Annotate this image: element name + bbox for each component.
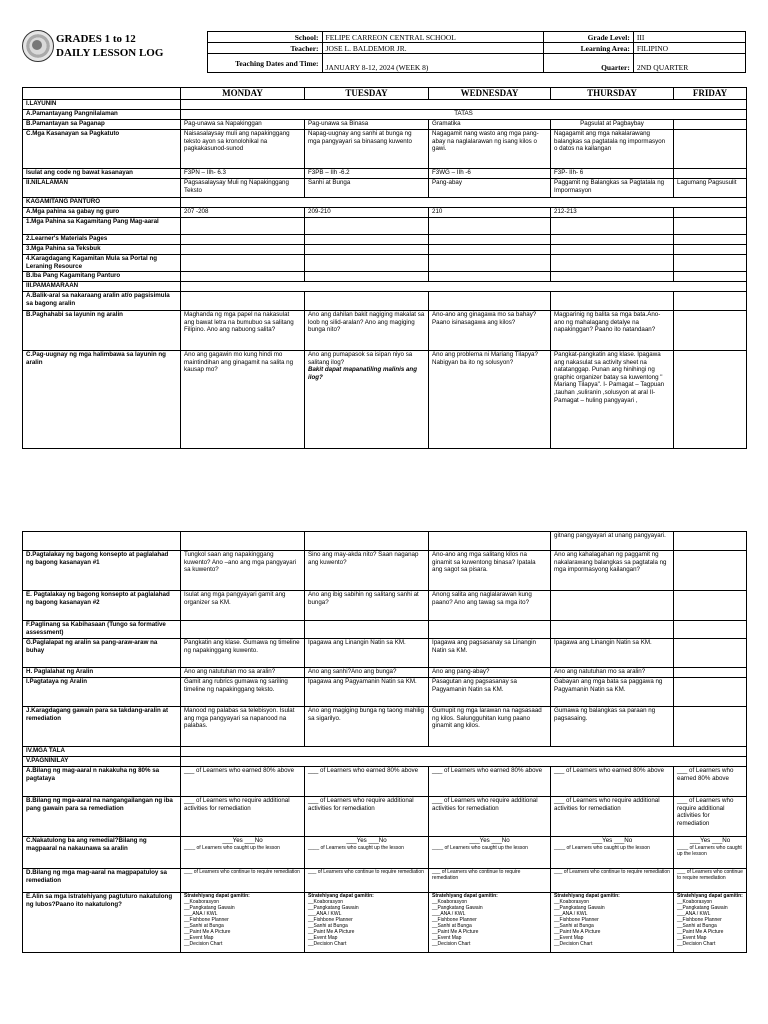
list-item: __Koaborasyon (432, 899, 468, 905)
cell (674, 272, 747, 282)
cell (674, 678, 747, 707)
cell (429, 621, 551, 639)
cell: Ano ang gagawin mo kung hindi mo maintindihan ang ginagamit na salita ng kausap mo? (181, 351, 305, 449)
strategy-cell (551, 893, 674, 953)
list-item: __Sanhi at Bunga (432, 923, 472, 929)
row-label: C.Nakatulong ba ang remedial?Bilang ng magpaaral na nakaunawa sa aralin (23, 837, 181, 869)
list-item: __Paint Me A Picture (308, 929, 355, 935)
cell: Ano ang sanhi?Ano ang bunga? (305, 668, 429, 678)
cell (181, 757, 747, 767)
document-header (22, 30, 746, 72)
cell (181, 532, 305, 551)
strategy-title: Stratehiyang dapat gamitin: (432, 893, 498, 899)
cell: Ipagawa ang Linangin Natin sa KM. (305, 639, 429, 668)
cell: F3PN – IIh- 6.3 (181, 169, 305, 179)
table-row (23, 757, 747, 767)
cell: Magparinig ng balita sa mga bata.Ano-ano ng mahalagang detalye na napakinggan? Paano ito natandaan? (551, 311, 674, 351)
cell: F3PB – IIh -6.2 (305, 169, 429, 179)
cell: Paggamit ng Balangkas sa Pagtatala ng Impormasyon (551, 179, 674, 198)
cell: Manood ng palabas sa telebisyon. Isulat ang mga pangyayari sa napanood na palabas. (181, 707, 305, 747)
cell (429, 218, 551, 235)
list-item: __Decision Chart (432, 941, 471, 947)
row-label: A.Bilang ng mag-aaral n nakakuha ng 80% sa pagtataya (23, 767, 181, 797)
cell (674, 292, 747, 311)
list-item: __Event Map (554, 935, 584, 941)
list-item: __Paint Me A Picture (554, 929, 601, 935)
cell (305, 532, 429, 551)
strategy-cell (674, 893, 747, 953)
table-row (23, 893, 747, 953)
list-item: __Paint Me A Picture (432, 929, 479, 935)
cell (429, 272, 551, 282)
table-row (23, 110, 747, 120)
cell (181, 837, 305, 869)
grade-label: Grade Level: (543, 32, 633, 43)
day-monday: MONDAY (181, 88, 305, 100)
cell: Ano ang pang-abay? (429, 668, 551, 678)
cell: Napag-uugnay ang sanhi at bunga ng mga pangyayari sa binasang kuwento (305, 130, 429, 169)
yes-no-text: ___Yes ___No (689, 837, 731, 844)
day-wednesday: WEDNESDAY (429, 88, 551, 100)
table-row (23, 130, 747, 169)
cell (674, 591, 747, 621)
strategy-title: Stratehiyang dapat gamitin: (308, 893, 374, 899)
list-item: ___ANA / KWL (308, 911, 342, 917)
cell: Gumawa ng balangkas sa paraan ng pagsasaing. (551, 707, 674, 747)
table-row (23, 218, 747, 235)
cell (23, 532, 181, 551)
caught-up-text: ____ of Learners who caught up the lesson (432, 844, 528, 851)
cell: ___ of Learners who earned 80% above (181, 767, 305, 797)
area-value: FILIPINO (633, 43, 745, 54)
cell (305, 621, 429, 639)
cell (429, 255, 551, 272)
cell: ___ of Learners who continue to require remediation (181, 869, 305, 893)
cell-text-bold: Bakit dapat mapanatiling malinis ang ilog? (308, 366, 417, 381)
list-item: __Decision Chart (554, 941, 593, 947)
cell (674, 668, 747, 678)
cell (551, 245, 674, 255)
table-row (23, 245, 747, 255)
row-label: B.Iba Pang Kagamitang Panturo (23, 272, 181, 282)
cell: Ano-ano ang mga salitang kilos na ginamit sa kuwentong binasa? Ipatala ang sagot sa pisara. (429, 551, 551, 591)
caught-up-text: ____ of Learners who caught up the lesson (554, 844, 650, 851)
cell: Ano ang kahalagahan ng paggamit ng nakalarawang balangkas sa pagtatala ng mga impormasyong kailangan? (551, 551, 674, 591)
row-label: I.LAYUNIN (23, 100, 181, 110)
table-row (23, 208, 747, 218)
day-friday: FRIDAY (674, 88, 747, 100)
caught-up-text: ____ of Learners who caught up the lesson (308, 844, 404, 851)
row-label: 4.Karagdagang Kagamitan Mula sa Portal ng Leraning Resource (23, 255, 181, 272)
row-label: II.NILALAMAN (23, 179, 181, 198)
table-row (23, 235, 747, 245)
table-row (23, 292, 747, 311)
cell: F3P- IIh- 6 (551, 169, 674, 179)
cell: Pag-unawa sa Binasa (305, 120, 429, 130)
cell (674, 551, 747, 591)
lesson-log-table-page1 (22, 87, 747, 449)
row-label: I.Pagtataya ng Aralin (23, 678, 181, 707)
table-row (23, 869, 747, 893)
cell (674, 351, 747, 449)
row-label: KAGAMITANG PANTURO (23, 198, 181, 208)
cell: F3WG – IIh -6 (429, 169, 551, 179)
row-label: A.Balik-aral sa nakaraang aralin at/o pagsisimula sa bagong aralin (23, 292, 181, 311)
cell (674, 245, 747, 255)
cell: Ano ang natutuhan mo sa aralin? (551, 668, 674, 678)
cell: Pagsulat at Pagbaybay (551, 120, 674, 130)
cell: ___ of Learners who continue to require remediation (551, 869, 674, 893)
table-row (23, 707, 747, 747)
list-item: ___ANA / KWL (432, 911, 466, 917)
document-title (56, 32, 163, 60)
cell (674, 311, 747, 351)
list-item: __Pangkatang Gawain (554, 905, 605, 911)
cell (674, 218, 747, 235)
list-item: __Event Map (432, 935, 462, 941)
yes-no-text: ___Yes ___No (222, 837, 263, 844)
cell: Ano ang magiging bunga ng taong mahilig sa sigarilyo. (305, 707, 429, 747)
day-header-row (23, 88, 747, 100)
cell: Gumupit ng mga larawan na nagsasaad ng kilos. Salungguhitan kung paano ginamit ang kilos. (429, 707, 551, 747)
list-item: __Decision Chart (184, 941, 223, 947)
cell: Pangkatin ang klase. Gumawa ng timeline ng napakinggang kuwento. (181, 639, 305, 668)
strategy-cell (181, 893, 305, 953)
list-item: __Paint Me A Picture (184, 929, 231, 935)
cell (551, 235, 674, 245)
row-label: D.Bilang ng mga mag-aaral na magpapatuloy sa remediation (23, 869, 181, 893)
cell: 212-213 (551, 208, 674, 218)
deped-seal-icon (22, 30, 54, 62)
cell (181, 255, 305, 272)
cell: ___ of Learners who earned 80% above (429, 767, 551, 797)
cell (674, 235, 747, 245)
cell (551, 218, 674, 235)
row-label: F.Paglinang sa Kabihasaan (Tungo sa formative assessment) (23, 621, 181, 639)
table-row (23, 767, 747, 797)
list-item: ___ANA / KWL (677, 911, 711, 917)
list-item: __Koaborasyon (184, 899, 220, 905)
cell (674, 120, 747, 130)
cell (674, 208, 747, 218)
tatas-cell: TATAS (181, 110, 747, 120)
cell (429, 245, 551, 255)
cell (181, 272, 305, 282)
table-row (23, 179, 747, 198)
cell (181, 282, 747, 292)
cell (551, 837, 674, 869)
row-label: E.Alin sa mga istratehiyang pagtuturo nakatulong ng lubos?Paano ito nakatulong? (23, 893, 181, 953)
cell: Gabayan ang mga bata sa paggawa ng Pagyamanin Natin sa KM. (551, 678, 674, 707)
list-item: __Sanhi at Bunga (554, 923, 594, 929)
row-label: C.Pag-uugnay ng mga halimbawa sa layunin ng aralin (23, 351, 181, 449)
list-item: __Koaborasyon (554, 899, 590, 905)
cell (674, 532, 747, 551)
cell (674, 169, 747, 179)
cell (305, 235, 429, 245)
cell: 207 -208 (181, 208, 305, 218)
strategy-title: Stratehiyang dapat gamitin: (554, 893, 620, 899)
row-label: A.Pamantayang Pangnilalaman (23, 110, 181, 120)
list-item: __Event Map (184, 935, 214, 941)
teacher-value: JOSE L. BALDEMOR JR. (322, 43, 543, 54)
cell (429, 532, 551, 551)
yes-no-text: ___Yes ___No (469, 837, 510, 844)
cell: Ano ang natutuhan mo sa aralin? (181, 668, 305, 678)
list-item: __Pangkatang Gawain (308, 905, 359, 911)
school-label: School: (208, 32, 323, 43)
list-item: __Fishbone Planner (184, 917, 229, 923)
cell: Sino ang may-akda nito? Saan naganap ang kuwento? (305, 551, 429, 591)
row-label: 3.Mga Pahina sa Teksbuk (23, 245, 181, 255)
cell (181, 218, 305, 235)
cell (429, 235, 551, 245)
cell: ___ of Learners who earned 80% above (551, 767, 674, 797)
cell (181, 100, 747, 110)
list-item: __Event Map (308, 935, 338, 941)
cell (305, 837, 429, 869)
cell: 210 (429, 208, 551, 218)
list-item: ___ANA / KWL (554, 911, 588, 917)
table-row (23, 837, 747, 869)
list-item: __Decision Chart (308, 941, 347, 947)
cell: ___ of Learners who continue to require remediation (674, 869, 747, 893)
cell (305, 255, 429, 272)
title-line2: DAILY LESSON LOG (56, 47, 164, 59)
row-label: D.Pagtalakay ng bagong konsepto at paglalahad ng bagong kasanayan #1 (23, 551, 181, 591)
cell (181, 198, 747, 208)
list-item: __Paint Me A Picture (677, 929, 724, 935)
cell: Pagsasalaysay Muli ng Napakinggang Teksto (181, 179, 305, 198)
row-label: IV.MGA TALA (23, 747, 181, 757)
cell: Ipagawa ang Pagyamanin Natin sa KM. (305, 678, 429, 707)
list-item: __Pangkatang Gawain (184, 905, 235, 911)
cell: Pang-abay (429, 179, 551, 198)
cell: ___ of Learners who require additional activities for remediation (429, 797, 551, 837)
row-label: B.Paghahabi sa layunin ng aralin (23, 311, 181, 351)
cell: Anong salita ang naglalarawan kung paano? Ano ang tawag sa mga ito? (429, 591, 551, 621)
table-row (23, 169, 747, 179)
cell: Ano-ano ang ginagawa mo sa bahay? Paano isinasagawa ang kilos? (429, 311, 551, 351)
row-label: B.Pamantayan sa Paganap (23, 120, 181, 130)
strategy-cell (429, 893, 551, 953)
cell (674, 639, 747, 668)
cell: ___ of Learners who require additional activities for remediation (551, 797, 674, 837)
title-line1: GRADES 1 to 12 (56, 33, 136, 45)
table-row (23, 311, 747, 351)
table-row (23, 678, 747, 707)
cell: Ipagawa ang pagsasanay sa Linangin Natin sa KM. (429, 639, 551, 668)
list-item: __Sanhi at Bunga (308, 923, 348, 929)
teacher-label: Teacher: (208, 43, 323, 54)
list-item: __Sanhi at Bunga (184, 923, 224, 929)
cell (181, 292, 305, 311)
row-label: A.Mga pahina sa gabay ng guro (23, 208, 181, 218)
cell (181, 235, 305, 245)
cell (181, 747, 747, 757)
cell: ___ of Learners who continue to require remediation (305, 869, 429, 893)
row-label: 2.Learner's Materials Pages (23, 235, 181, 245)
cell: 209-210 (305, 208, 429, 218)
cell (674, 707, 747, 747)
cell (551, 255, 674, 272)
row-label: E. Pagtalakay ng bagong konsepto at paglalahad ng bagong kasanayan #2 (23, 591, 181, 621)
table-row (23, 120, 747, 130)
list-item: __Fishbone Planner (554, 917, 599, 923)
cell: Pangkat-pangkatin ang klase. Ipagawa ang nakasulat sa activity sheet na natatanggap. Punan ang hinihingi ng graphic organizer batay sa kuwentong " Mariang Tilapya". I- Pamagat – Tagpuan ,tauhan ,suliranin ,solusyon at aral II- Pamagat – huling pangyayari , (551, 351, 674, 449)
list-item: __Koaborasyon (677, 899, 713, 905)
row-label: 1.Mga Pahina sa Kagamitang Pang Mag-aaral (23, 218, 181, 235)
cell (551, 292, 674, 311)
quarter-value: 2ND QUARTER (633, 54, 745, 73)
cell (674, 621, 747, 639)
cell (305, 292, 429, 311)
dates-value: JANUARY 8-12, 2024 (WEEK 8) (322, 54, 543, 73)
list-item: ___ANA / KWL (184, 911, 218, 917)
row-label: C.Mga Kasanayan sa Pagkatuto (23, 130, 181, 169)
table-row (23, 198, 747, 208)
strategy-cell (305, 893, 429, 953)
cell: Isulat ang mga pangyayari gamit ang organizer sa KM. (181, 591, 305, 621)
cell: Pag-unawa sa Napakinggan (181, 120, 305, 130)
cell: Pasagutan ang pagsasanay sa Pagyamanin Natin sa KM. (429, 678, 551, 707)
cell: ___ of Learners who earned 80% above (674, 767, 747, 797)
cell: ___ of Learners who continue to require remediation (429, 869, 551, 893)
row-label: III.PAMAMARAAN (23, 282, 181, 292)
table-row (23, 272, 747, 282)
cell: Nagagamit ang mga nakalarawang balangkas sa pagtatala ng impormasyon o datos na kailangan (551, 130, 674, 169)
cell (429, 292, 551, 311)
list-item: __Pangkatang Gawain (432, 905, 483, 911)
cell: Lagumang Pagsusulit (674, 179, 747, 198)
info-table (207, 31, 746, 73)
list-item: __Fishbone Planner (432, 917, 477, 923)
yes-no-text: ___Yes ___No (346, 837, 387, 844)
school-value: FELIPE CARREON CENTRAL SCHOOL (322, 32, 543, 43)
cell: ___ of Learners who earned 80% above (305, 767, 429, 797)
list-item: __Sanhi at Bunga (677, 923, 717, 929)
row-label: G.Paglalapat ng aralin sa pang-araw-araw na buhay (23, 639, 181, 668)
cell (674, 130, 747, 169)
cell (305, 351, 429, 449)
cell (429, 837, 551, 869)
table-row (23, 591, 747, 621)
table-row (23, 255, 747, 272)
cell: Nagagamit nang wasto ang mga pang-abay na naglalarawan ng isang kilos o gawi. (429, 130, 551, 169)
lesson-log-table-page2 (22, 531, 747, 953)
table-row (23, 282, 747, 292)
dates-label: Teaching Dates and Time: (208, 54, 323, 73)
cell: Ano ang dahilan bakit nagiging makalat sa loob ng silid-aralan? Ano ang magiging bunga nito? (305, 311, 429, 351)
area-label: Learning Area: (543, 43, 633, 54)
table-row (23, 551, 747, 591)
cell: Ano ang problema ni Mariang Tilapya?Nabigyan ba ito ng solusyon? (429, 351, 551, 449)
list-item: __Decision Chart (677, 941, 716, 947)
day-tuesday: TUESDAY (305, 88, 429, 100)
cell: Ipagawa ang Linangin Natin sa KM. (551, 639, 674, 668)
row-label: J.Karagdagang gawain para sa takdang-aralin at remediation (23, 707, 181, 747)
table-row (23, 100, 747, 110)
cell (305, 272, 429, 282)
cell: ___ of Learners who require additional activities for remediation (305, 797, 429, 837)
row-label: V.PAGNINILAY (23, 757, 181, 767)
list-item: __Fishbone Planner (677, 917, 722, 923)
cell (674, 837, 747, 869)
cell: Ano ang ibig sabihin ng salitang sanhi at bunga? (305, 591, 429, 621)
caught-up-text: ____ of Learners who caught up the lesson (184, 844, 280, 851)
cell (674, 255, 747, 272)
quarter-label: Quarter: (543, 54, 633, 73)
list-item: __Pangkatang Gawain (677, 905, 728, 911)
row-label: Isulat ang code ng bawat kasanayan (23, 169, 181, 179)
cell: Tungkol saan ang napakinggang kuwento? Ano –ano ang mga pangyayari sa kuwento? (181, 551, 305, 591)
row-label: B.Bilang ng mga-aaral na nangangailangan ng iba pang gawain para sa remediation (23, 797, 181, 837)
table-row (23, 747, 747, 757)
cell (551, 272, 674, 282)
cell (305, 218, 429, 235)
cell (551, 591, 674, 621)
strategy-title: Stratehiyang dapat gamitin: (677, 893, 743, 899)
strategy-title: Stratehiyang dapat gamitin: (184, 893, 250, 899)
table-row (23, 532, 747, 551)
caught-up-text: ____ of Learners who caught up the lesson (677, 844, 742, 857)
cell: Maghanda ng mga papel na nakasulat ang bawat letra na bumubuo sa salitang Filipino. Ano ang nabuong salita? (181, 311, 305, 351)
yes-no-text: ___Yes ___No (591, 837, 633, 844)
cell (551, 621, 674, 639)
cell: ___ of Learners who require additional activities for remediation (181, 797, 305, 837)
list-item: __Koaborasyon (308, 899, 344, 905)
cell: gitnang pangyayari at unang pangyayari. (551, 532, 674, 551)
blank-cell (23, 88, 181, 100)
cell (181, 621, 305, 639)
cell (305, 245, 429, 255)
grade-value: III (633, 32, 745, 43)
cell: Naisasalaysay muli ang napakinggang teksto ayon sa kronolohikal na pagkakasunod-sunod (181, 130, 305, 169)
table-row (23, 351, 747, 449)
cell (181, 245, 305, 255)
list-item: __Event Map (677, 935, 707, 941)
table-row (23, 621, 747, 639)
table-row (23, 797, 747, 837)
list-item: __Fishbone Planner (308, 917, 353, 923)
cell: Gamit ang rubrics gumawa ng sariling timeline ng napakinggang teksto. (181, 678, 305, 707)
table-row (23, 639, 747, 668)
row-label: H. Paglalahat ng Aralin (23, 668, 181, 678)
cell: Gramatika (429, 120, 551, 130)
table-row (23, 668, 747, 678)
cell: Sanhi at Bunga (305, 179, 429, 198)
cell-text: Ano ang pumapasok sa isipan niyo sa salitang ilog? (308, 351, 413, 366)
cell: ___ of Learners who require additional activities for remediation (674, 797, 747, 837)
day-thursday: THURSDAY (551, 88, 674, 100)
